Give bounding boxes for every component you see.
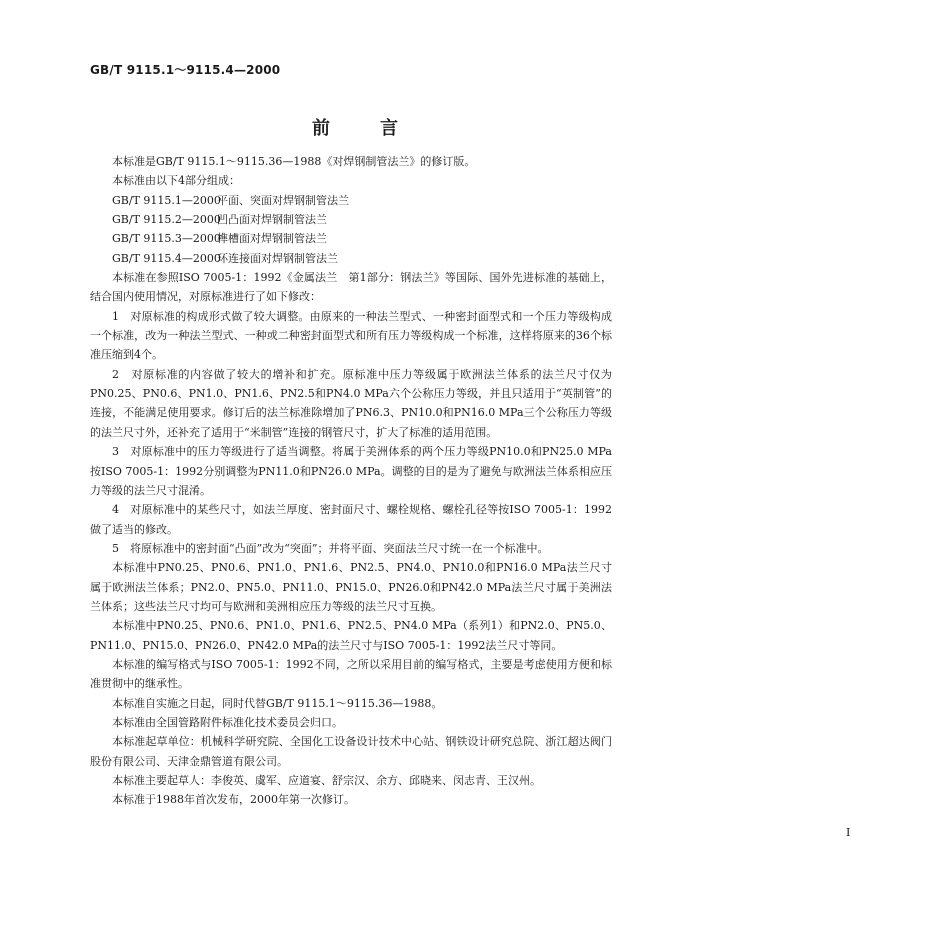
part-name: 环连接面对焊钢制管法兰	[217, 251, 338, 265]
revision-item-1: 1 对原标准的构成形式做了较大调整。由原来的一种法兰型式、一种密封面型式和一个压力等级构成一个标准，改为一种法兰型式、一种或二种密封面型式和所有压力等级构成一个标准，这样将原来的36个标准压缩到4个。	[90, 309, 612, 362]
equivalence-paragraph: 本标准中PN0.25、PN0.6、PN1.0、PN1.6、PN2.5、PN4.0 MPa（系列1）和PN2.0、PN5.0、PN11.0、PN15.0、PN26.0、PN42.0 MPa的法兰尺寸与ISO 7005-1：1992法兰尺寸等同。	[90, 619, 612, 652]
part-list-item	[90, 229, 612, 248]
part-list-item	[90, 249, 612, 268]
part-code: GB/T 9115.3—2000	[112, 232, 221, 246]
drafters-paragraph: 本标准主要起草人：李俊英、虞军、应道宴、舒宗汉、余方、邱晓来、闵志青、王汉州。	[112, 774, 541, 787]
part-code: GB/T 9115.2—2000	[112, 213, 221, 227]
format-paragraph: 本标准的编写格式与ISO 7005-1：1992不同，之所以采用目前的编写格式，主要是考虑使用方便和标准贯彻中的继承性。	[90, 657, 612, 691]
committee-paragraph: 本标准由全国管路附件标准化技术委员会归口。	[112, 715, 343, 729]
part-code: GB/T 9115.1—2000	[112, 193, 221, 207]
standard-number-header: GB/T 9115.1～9115.4—2000	[90, 63, 281, 77]
replacement-paragraph: 本标准自实施之日起，同时代替GB/T 9115.1～9115.36—1988。	[112, 696, 443, 710]
revision-item-3: 3 对原标准中的压力等级进行了适当调整。将属于美洲体系的两个压力等级PN10.0和PN25.0 MPa按ISO 7005-1：1992分别调整为PN11.0和PN26.0 MPa。调整的目的是为了避免与欧洲法兰体系相应压力等级的法兰尺寸混淆。	[90, 445, 612, 497]
revision-item-5: 5 将原标准中的密封面“凸面”改为“突面”；并将平面、突面法兰尺寸统一在一个标准中。	[112, 541, 549, 555]
part-list-item	[90, 191, 612, 210]
page-number: I	[846, 826, 851, 839]
foreword-body	[90, 152, 612, 810]
page-title: 前言	[312, 118, 448, 139]
intro-paragraph: 本标准是GB/T 9115.1～9115.36—1988《对焊钢制管法兰》的修订版。	[112, 155, 476, 168]
pressure-system-paragraph: 本标准中PN0.25、PN0.6、PN1.0、PN1.6、PN2.5、PN4.0、PN10.0和PN16.0 MPa法兰尺寸属于欧洲法兰体系；PN2.0、PN5.0、PN11.0、PN15.0、PN26.0和PN42.0 MPa法兰尺寸属于美洲法兰体系；这些法兰尺寸均可与欧洲和美洲相应压力等级的法兰尺寸互换。	[90, 561, 612, 613]
part-name: 榫槽面对焊钢制管法兰	[217, 232, 327, 246]
revision-item-2: 2 对原标准的内容做了较大的增补和扩充。原标准中压力等级属于欧洲法兰体系的法兰尺寸仅为PN0.25、PN0.6、PN1.0、PN1.6、PN2.5和PN4.0 MPa六个公称压力等级，并且只适用于“英制管”的连接，不能满足使用要求。修订后的法兰标准除增加了PN6.3、PN10.0和PN16.0 MPa三个公称压力等级的法兰尺寸外，还补充了适用于“米制管”连接的钢管尺寸，扩大了标准的适用范围。	[90, 367, 612, 439]
drafting-units-paragraph: 本标准起草单位：机械科学研究院、全国化工设备设计技术中心站、钢铁设计研究总院、浙江超达阀门股份有限公司、天津金鼎管道有限公司。	[90, 735, 612, 768]
history-paragraph: 本标准于1988年首次发布，2000年第一次修订。	[112, 793, 355, 807]
reference-paragraph: 本标准在参照ISO 7005-1：1992《金属法兰 第1部分：钢法兰》等国际、国外先进标准的基础上，结合国内使用情况，对原标准进行了如下修改：	[90, 271, 612, 304]
revision-item-4: 4 对原标准中的某些尺寸，如法兰厚度、密封面尺寸、螺栓规格、螺栓孔径等按ISO 7005-1：1992做了适当的修改。	[90, 503, 612, 536]
part-name: 凹凸面对焊钢制管法兰	[217, 213, 327, 227]
parts-intro-paragraph: 本标准由以下4部分组成：	[112, 174, 240, 188]
part-name: 平面、突面对焊钢制管法兰	[217, 193, 349, 207]
part-list-item	[90, 210, 612, 229]
part-code: GB/T 9115.4—2000	[112, 251, 221, 265]
